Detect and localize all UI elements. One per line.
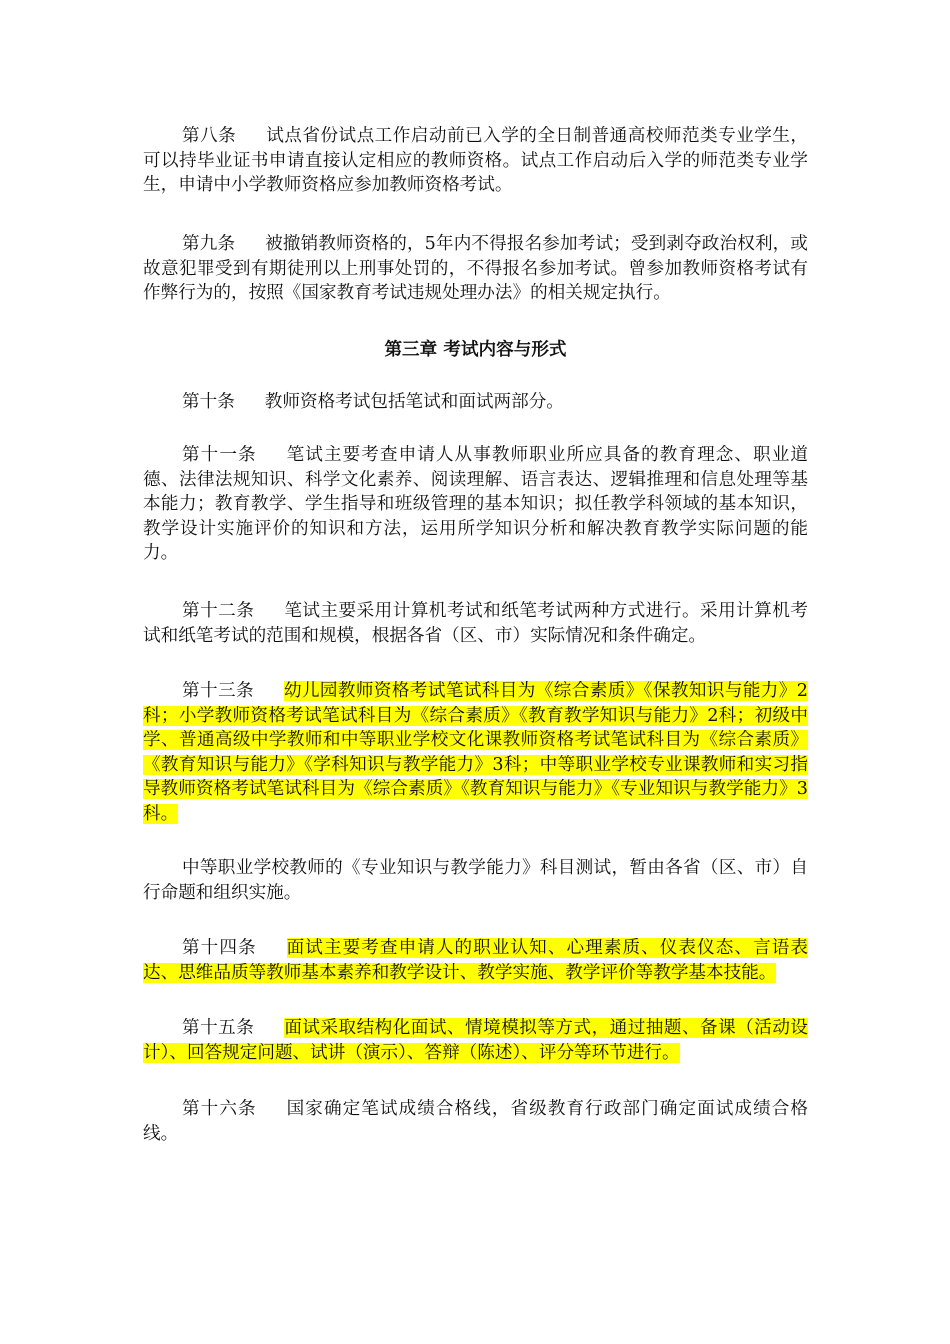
article-10 [143,390,808,415]
article-10-text: 教师资格考试包括笔试和面试两部分。 [264,392,564,412]
article-13-note: 中等职业学校教师的《专业知识与教学能力》科目测试，暂由各省（区、市）自行命题和组织实施。 [143,858,808,903]
article-8-text: 试点省份试点工作启动前已入学的全日制普通高校师范类专业学生，可以持毕业证书申请直接认定相应的教师资格。试点工作启动后入学的师范类专业学生，申请中小学教师资格应参加教师资格考试。 [143,126,808,195]
article-15 [143,1016,808,1065]
article-12 [143,599,808,648]
article-8-label: 第八条 [182,126,237,146]
article-14-label: 第十四条 [182,938,257,958]
article-15-label: 第十五条 [182,1018,255,1038]
article-12-text: 笔试主要采用计算机考试和纸笔考试两种方式进行。采用计算机考试和纸笔考试的范围和规模，根据各省（区、市）实际情况和条件确定。 [143,601,808,646]
article-11 [143,443,808,566]
article-8 [143,124,808,198]
article-16 [143,1097,808,1146]
chapter-title: 第三章 考试内容与形式 [384,340,567,360]
article-9 [143,232,808,306]
article-10-label: 第十条 [182,392,235,412]
article-13 [143,679,808,826]
article-14-text-highlighted: 面试主要考查申请人的职业认知、心理素质、仪表仪态、言语表达、思维品质等教师基本素养和教学设计、教学实施、教学评价等教学基本技能。 [143,938,808,983]
article-9-label: 第九条 [182,234,236,254]
article-14 [143,936,808,985]
article-16-label: 第十六条 [182,1099,257,1119]
article-12-label: 第十二条 [182,601,255,621]
article-11-text: 笔试主要考查申请人从事教师职业所应具备的教育理念、职业道德、法律法规知识、科学文化素养、阅读理解、语言表达、逻辑推理和信息处理等基本能力；教育教学、学生指导和班级管理的基本知识；拟任教学科领域的基本知识，教学设计实施评价的知识和方法，运用所学知识分析和解决教育教学实际问题的能力。 [143,445,808,563]
article-13-label: 第十三条 [182,681,254,701]
article-9-text: 被撤销教师资格的，5年内不得报名参加考试；受到剥夺政治权利，或故意犯罪受到有期徒刑以上刑事处罚的，不得报名参加考试。曾参加教师资格考试有作弊行为的，按照《国家教育考试违规处理办法》的相关规定执行。 [143,234,808,303]
article-13-text-highlighted: 幼儿园教师资格考试笔试科目为《综合素质》《保教知识与能力》2科；小学教师资格考试笔试科目为《综合素质》《教育教学知识与能力》2科；初级中学、普通高级中学教师和中等职业学校文化课教师资格考试笔试科目为《综合素质》《教育知识与能力》《学科知识与教学能力》3科；中等职业学校专业课教师和实习指导教师资格考试笔试科目为《综合素质》《教育知识与能力》《专业知识与教学能力》3科。 [143,681,808,824]
article-16-text: 国家确定笔试成绩合格线，省级教育行政部门确定面试成绩合格线。 [143,1099,808,1144]
article-15-text-highlighted: 面试采取结构化面试、情境模拟等方式，通过抽题、备课（活动设计）、回答规定问题、试讲（演示）、答辩（陈述）、评分等环节进行。 [143,1018,808,1063]
article-11-label: 第十一条 [182,445,257,465]
